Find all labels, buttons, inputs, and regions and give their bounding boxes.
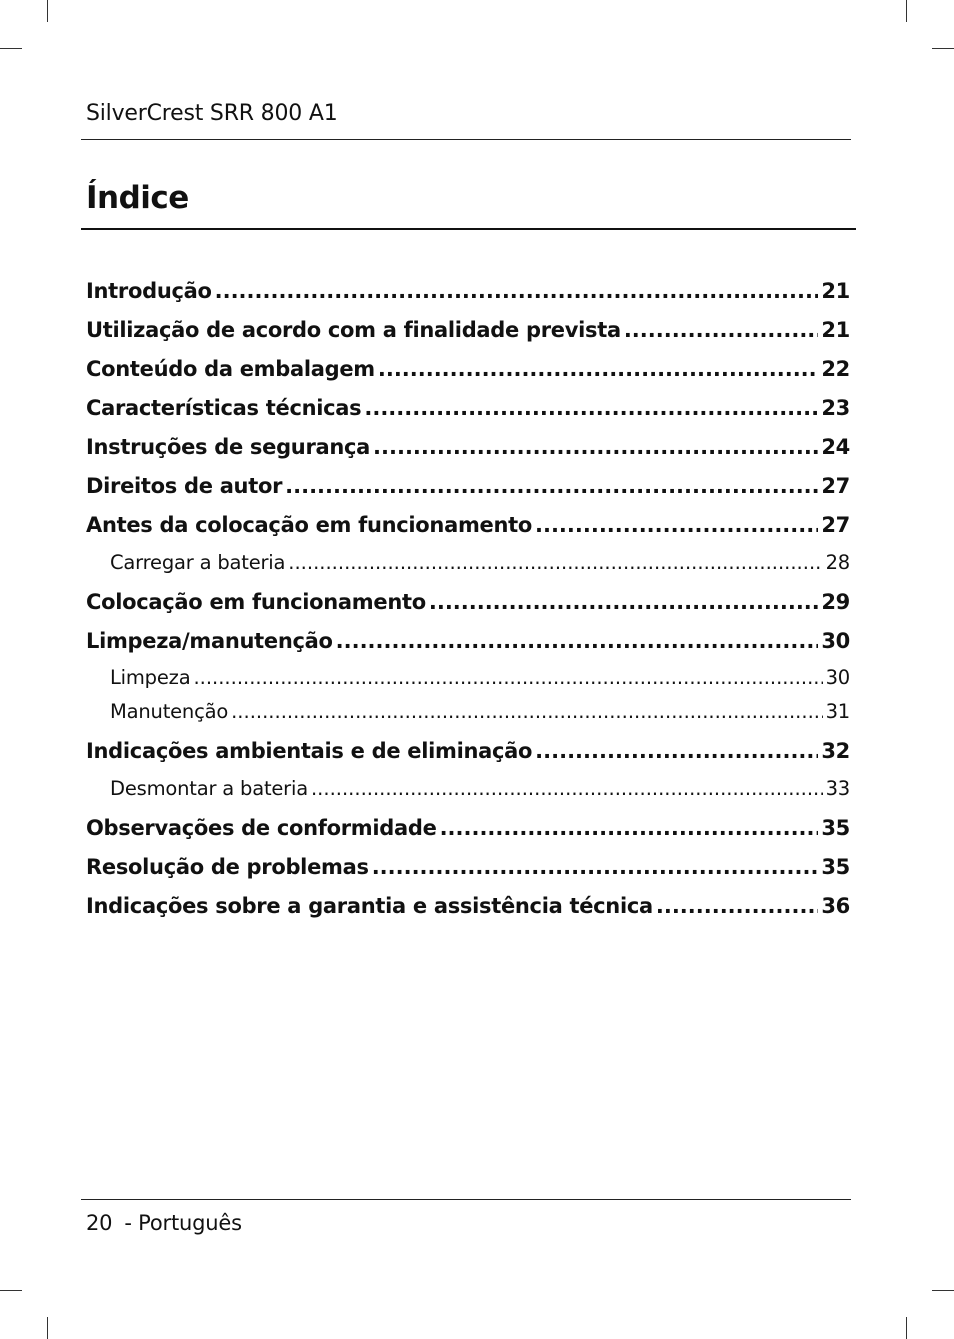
toc-entry[interactable] <box>86 276 850 306</box>
toc-leader-dots <box>193 664 822 692</box>
toc-leader-dots <box>378 354 819 384</box>
toc-entry-label: Desmontar a bateria <box>110 777 308 800</box>
toc-entry[interactable] <box>86 471 850 501</box>
toc-leader-dots <box>215 276 819 306</box>
toc-entry[interactable] <box>86 587 850 617</box>
toc-leader-dots <box>231 698 822 726</box>
toc-entry-label: Limpeza/manutenção <box>86 629 333 653</box>
toc-entry[interactable] <box>86 354 850 384</box>
page-footer <box>86 1208 242 1238</box>
toc-subentry[interactable] <box>110 775 850 803</box>
toc-entry-label: Instruções de segurança <box>86 435 371 459</box>
toc-subentry[interactable] <box>110 664 850 692</box>
header-divider <box>81 139 851 140</box>
toc-entry-page: 21 <box>821 318 850 342</box>
toc-entry[interactable] <box>86 852 850 882</box>
toc-leader-dots <box>440 813 819 843</box>
toc-entry-page: 23 <box>821 396 850 420</box>
title-divider <box>81 228 856 230</box>
toc-entry[interactable] <box>86 432 850 462</box>
toc-entry-page: 29 <box>821 590 850 614</box>
crop-mark <box>0 1290 22 1291</box>
toc-entry[interactable] <box>86 891 850 921</box>
toc-entry-page: 31 <box>825 700 850 723</box>
toc-entry-label: Conteúdo da embalagem <box>86 357 375 381</box>
toc-entry-page: 32 <box>821 739 850 763</box>
toc-leader-dots <box>364 393 818 423</box>
footer-divider <box>81 1199 851 1200</box>
footer-language: - Português <box>124 1211 242 1235</box>
toc-entry[interactable] <box>86 315 850 345</box>
toc-entry[interactable] <box>86 626 850 656</box>
toc-entry-label: Características técnicas <box>86 396 362 420</box>
crop-mark <box>906 0 907 22</box>
page-number: 20 <box>86 1211 113 1235</box>
crop-mark <box>0 48 22 49</box>
crop-mark <box>47 0 48 22</box>
crop-mark <box>932 1290 954 1291</box>
toc-entry[interactable] <box>86 393 850 423</box>
toc-leader-dots <box>429 587 819 617</box>
running-header: SilverCrest SRR 800 A1 <box>86 101 338 126</box>
toc-subentry[interactable] <box>110 698 850 726</box>
toc-leader-dots <box>311 775 823 803</box>
toc-leader-dots <box>535 510 818 540</box>
crop-mark <box>932 48 954 49</box>
toc-entry-label: Carregar a bateria <box>110 551 286 574</box>
toc-entry-label: Direitos de autor <box>86 474 283 498</box>
toc-entry-label: Manutenção <box>110 700 229 723</box>
page-title: Índice <box>86 180 189 216</box>
toc-entry-label: Indicações ambientais e de eliminação <box>86 739 533 763</box>
toc-entry-page: 27 <box>821 474 850 498</box>
toc-entry-page: 30 <box>821 629 850 653</box>
toc-entry-label: Indicações sobre a garantia e assistência técnica <box>86 894 653 918</box>
toc-entry-page: 28 <box>825 551 850 574</box>
crop-mark <box>47 1317 48 1339</box>
toc-leader-dots <box>656 891 819 921</box>
toc-entry-label: Limpeza <box>110 666 191 689</box>
toc-leader-dots <box>285 471 818 501</box>
toc-entry-label: Antes da colocação em funcionamento <box>86 513 532 537</box>
toc-leader-dots <box>288 549 822 577</box>
toc-entry-page: 22 <box>821 357 850 381</box>
toc-entry-page: 30 <box>825 666 850 689</box>
crop-mark <box>906 1317 907 1339</box>
toc-entry[interactable] <box>86 736 850 766</box>
toc-subentry[interactable] <box>110 549 850 577</box>
toc-entry-label: Resolução de problemas <box>86 855 369 879</box>
toc-entry-page: 35 <box>821 816 850 840</box>
toc-leader-dots <box>624 315 819 345</box>
toc-entry-label: Observações de conformidade <box>86 816 437 840</box>
toc-entry-page: 24 <box>821 435 850 459</box>
toc-leader-dots <box>372 852 819 882</box>
toc-entry-page: 36 <box>821 894 850 918</box>
toc-entry[interactable] <box>86 510 850 540</box>
toc-entry-page: 33 <box>825 777 850 800</box>
toc-leader-dots <box>535 736 818 766</box>
toc-entry[interactable] <box>86 813 850 843</box>
toc-entry-page: 21 <box>821 279 850 303</box>
toc-leader-dots <box>336 626 819 656</box>
toc-entry-label: Utilização de acordo com a finalidade prevista <box>86 318 621 342</box>
toc-leader-dots <box>373 432 818 462</box>
toc-entry-page: 27 <box>821 513 850 537</box>
toc-entry-page: 35 <box>821 855 850 879</box>
toc-entry-label: Introdução <box>86 279 212 303</box>
toc-entry-label: Colocação em funcionamento <box>86 590 426 614</box>
